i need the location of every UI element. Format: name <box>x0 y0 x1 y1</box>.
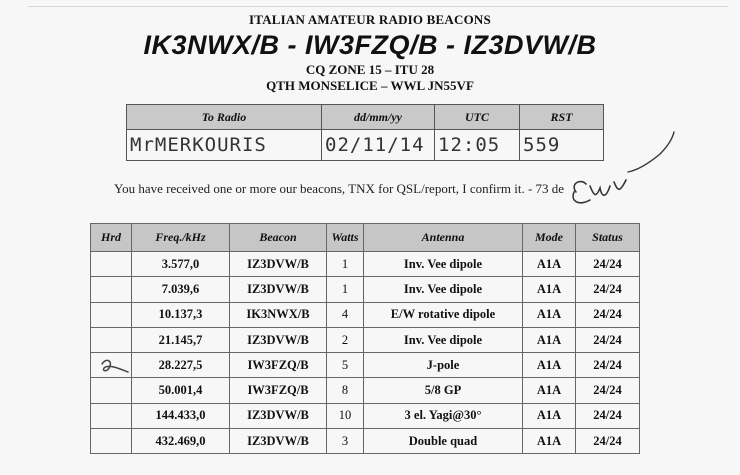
beacon-cell: IZ3DVW/B <box>230 429 327 454</box>
antenna-cell: E/W rotative dipole <box>364 302 523 327</box>
antenna-cell: Inv. Vee dipole <box>364 277 523 302</box>
zones-line: CQ ZONE 15 – ITU 28 <box>305 62 435 77</box>
beacon-callsigns: IK3NWX/B - IW3FZQ/B - IZ3DVW/B <box>143 30 597 60</box>
watts-cell: 2 <box>327 327 364 352</box>
watts-cell: 1 <box>327 277 364 302</box>
freq-cell: 10.137,3 <box>132 302 230 327</box>
heard-check-mark <box>98 354 132 376</box>
beacon-cell: IZ3DVW/B <box>230 252 327 277</box>
hrd-cell <box>91 277 132 302</box>
watts-cell: 3 <box>327 429 364 454</box>
beacon-cell: IZ3DVW/B <box>230 277 327 302</box>
table-row <box>91 252 640 277</box>
col-antenna: Antenna <box>364 224 523 252</box>
col-freq: Freq./kHz <box>132 224 230 252</box>
report-header-utc: UTC <box>435 105 520 130</box>
confirmation-text: You have received one or more our beacons, TNX for QSL/report, I confirm it. - 73 de <box>114 181 565 196</box>
status-cell: 24/24 <box>576 403 640 428</box>
status-cell: 24/24 <box>576 302 640 327</box>
qth-line: QTH MONSELICE – WWL JN55VF <box>266 78 474 93</box>
hrd-cell <box>91 252 132 277</box>
mode-cell: A1A <box>523 252 576 277</box>
hrd-cell <box>91 378 132 403</box>
table-row <box>91 302 640 327</box>
status-cell: 24/24 <box>576 252 640 277</box>
col-beacon: Beacon <box>230 224 327 252</box>
watts-cell: 4 <box>327 302 364 327</box>
antenna-cell: J-pole <box>364 353 523 378</box>
hrd-cell <box>91 429 132 454</box>
beacons-table <box>90 223 640 454</box>
table-row <box>91 353 640 378</box>
report-date-value: 02/11/14 <box>322 130 435 161</box>
freq-cell: 7.039,6 <box>132 277 230 302</box>
card-edge-line <box>28 6 728 7</box>
antenna-cell: Inv. Vee dipole <box>364 252 523 277</box>
handwritten-signature <box>568 126 678 216</box>
table-row <box>91 378 640 403</box>
freq-cell: 144.433,0 <box>132 403 230 428</box>
col-hrd: Hrd <box>91 224 132 252</box>
mode-cell: A1A <box>523 353 576 378</box>
beacon-cell: IW3FZQ/B <box>230 353 327 378</box>
report-value-row <box>127 130 604 161</box>
mode-cell: A1A <box>523 277 576 302</box>
report-header-date: dd/mm/yy <box>322 105 435 130</box>
mode-cell: A1A <box>523 378 576 403</box>
freq-cell: 432.469,0 <box>132 429 230 454</box>
report-header-rst: RST <box>520 105 604 130</box>
antenna-cell: Double quad <box>364 429 523 454</box>
beacons-header-row <box>91 224 640 252</box>
col-status: Status <box>576 224 640 252</box>
col-mode: Mode <box>523 224 576 252</box>
freq-cell: 28.227,5 <box>132 353 230 378</box>
report-header-to-radio: To Radio <box>127 105 322 130</box>
hrd-cell <box>91 403 132 428</box>
hrd-cell <box>91 302 132 327</box>
table-row <box>91 429 640 454</box>
watts-cell: 10 <box>327 403 364 428</box>
report-header-row <box>127 105 604 130</box>
report-table <box>126 104 604 161</box>
status-cell: 24/24 <box>576 378 640 403</box>
hrd-cell <box>91 327 132 352</box>
status-cell: 24/24 <box>576 353 640 378</box>
report-rst-value: 559 <box>520 130 604 161</box>
mode-cell: A1A <box>523 429 576 454</box>
report-utc-value: 12:05 <box>435 130 520 161</box>
beacon-cell: IW3FZQ/B <box>230 378 327 403</box>
mode-cell: A1A <box>523 403 576 428</box>
status-cell: 24/24 <box>576 429 640 454</box>
report-to-radio-value: MrMERKOURIS <box>127 130 322 161</box>
antenna-cell: 3 el. Yagi@30° <box>364 403 523 428</box>
antenna-cell: 5/8 GP <box>364 378 523 403</box>
freq-cell: 50.001,4 <box>132 378 230 403</box>
status-cell: 24/24 <box>576 277 640 302</box>
beacon-cell: IZ3DVW/B <box>230 403 327 428</box>
watts-cell: 5 <box>327 353 364 378</box>
mode-cell: A1A <box>523 302 576 327</box>
beacon-cell: IK3NWX/B <box>230 302 327 327</box>
watts-cell: 1 <box>327 252 364 277</box>
status-cell: 24/24 <box>576 327 640 352</box>
card-title: ITALIAN AMATEUR RADIO BEACONS <box>249 12 491 27</box>
watts-cell: 8 <box>327 378 364 403</box>
antenna-cell: Inv. Vee dipole <box>364 327 523 352</box>
table-row <box>91 403 640 428</box>
col-watts: Watts <box>327 224 364 252</box>
table-row <box>91 327 640 352</box>
beacon-cell: IZ3DVW/B <box>230 327 327 352</box>
table-row <box>91 277 640 302</box>
freq-cell: 21.145,7 <box>132 327 230 352</box>
freq-cell: 3.577,0 <box>132 252 230 277</box>
mode-cell: A1A <box>523 327 576 352</box>
